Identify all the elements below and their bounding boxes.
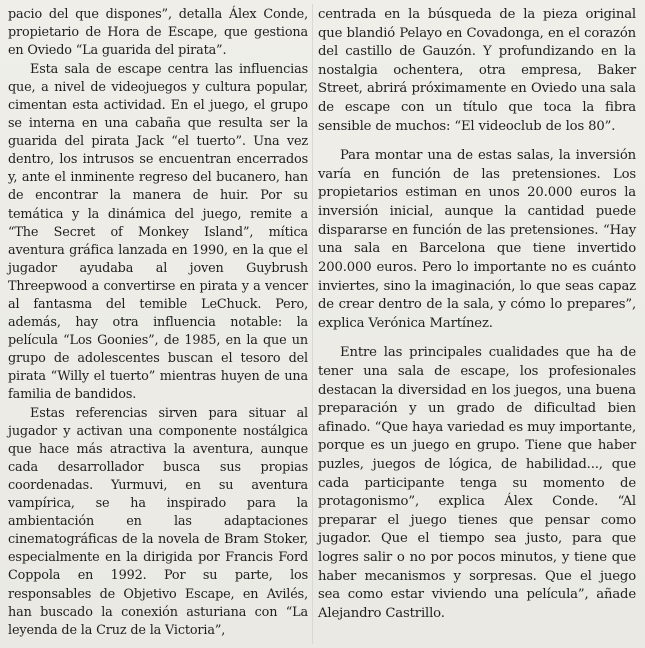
paragraph: pacio del que dispones”, detalla Álex Conde, propietario de Hora de Escape, que gestiona en Oviedo “La guarida del pirata”.	[8, 7, 308, 59]
column-divider	[312, 4, 313, 644]
article-column-left	[8, 6, 308, 640]
paragraph: Entre las principales cualidades que ha de tener una sala de escape, los profesionales destacan la diversidad en los juegos, una buena preparación y un grado de dificultad bien afinado. “Que haya variedad es muy importante, porque es un juego en grupo. Tiene que haber puzles, juegos de lógica, de habilidad..., que cada participante tenga su momento de protagonismo”, explica Álex Conde. “Al preparar el juego tienes que pensar como jugador. Que el tiempo sea justo, para que logres salir o no por pocos minutos, y tiene que haber mecanismos y sorpresas. Que el juego sea como estar viviendo una película”, añade Alejandro Castrillo.	[318, 345, 636, 621]
paragraph: Para montar una de estas salas, la inversión varía en función de las pretensiones. Los propietarios estiman en unos 20.000 euros la inversión inicial, aunque la cantidad puede dispararse en función de las pretensiones. “Hay una sala en Barcelona que tiene invertido 200.000 euros. Pero lo importante no es cuánto inviertes, sino la imaginación, lo que seas capaz de crear dentro de la sala, y cómo lo prepares”, explica Verónica Martínez.	[318, 148, 636, 331]
article-column-right	[318, 6, 636, 624]
paragraph: Esta sala de escape centra las influencias que, a nivel de videojuegos y cultura popular, cimentan esta actividad. En el juego, el grupo se interna en una cabaña que resulta ser la guarida del pirata Jack “el tuerto”. Una vez dentro, los intrusos se encuentran encerrados y, ante el inminente regreso del bucanero, han de encontrar la manera de huir. Por su temática y la dinámica del juego, remite a “The Secret of Monkey Island”, mítica aventura gráfica lanzada en 1990, en la que el jugador ayudaba al joven Guybrush Threepwood a convertirse en pirata y a vencer al fantasma del temible LeChuck. Pero, además, hay otra influencia notable: la película “Los Goonies”, de 1985, en la que un grupo de adolescentes buscan el tesoro del pirata “Willy el tuerto” mientras huyen de una familia de bandidos.	[8, 62, 308, 402]
paragraph: centrada en la búsqueda de la pieza original que blandió Pelayo en Covadonga, en el corazón del castillo de Gauzón. Y profundizando en la nostalgia ochentera, otra empresa, Baker Street, abrirá próximamente en Oviedo una sala de escape con un título que toca la fibra sensible de muchos: “El videoclub de los 80”.	[318, 7, 636, 134]
paragraph: Estas referencias sirven para situar al jugador y activan una componente nostálgica que hace más atractiva la aventura, aunque cada desarrollador busca sus propias coordenadas. Yurmuvi, en su aventura vampírica, se ha inspirado para la ambientación en las adaptaciones cinematográficas de la novela de Bram Stoker, especialmente en la dirigida por Francis Ford Coppola en 1992. Por su parte, los responsables de Objetivo Escape, en Avilés, han buscado la conexión asturiana con “La leyenda de la Cruz de la Victoria”,	[8, 406, 308, 638]
